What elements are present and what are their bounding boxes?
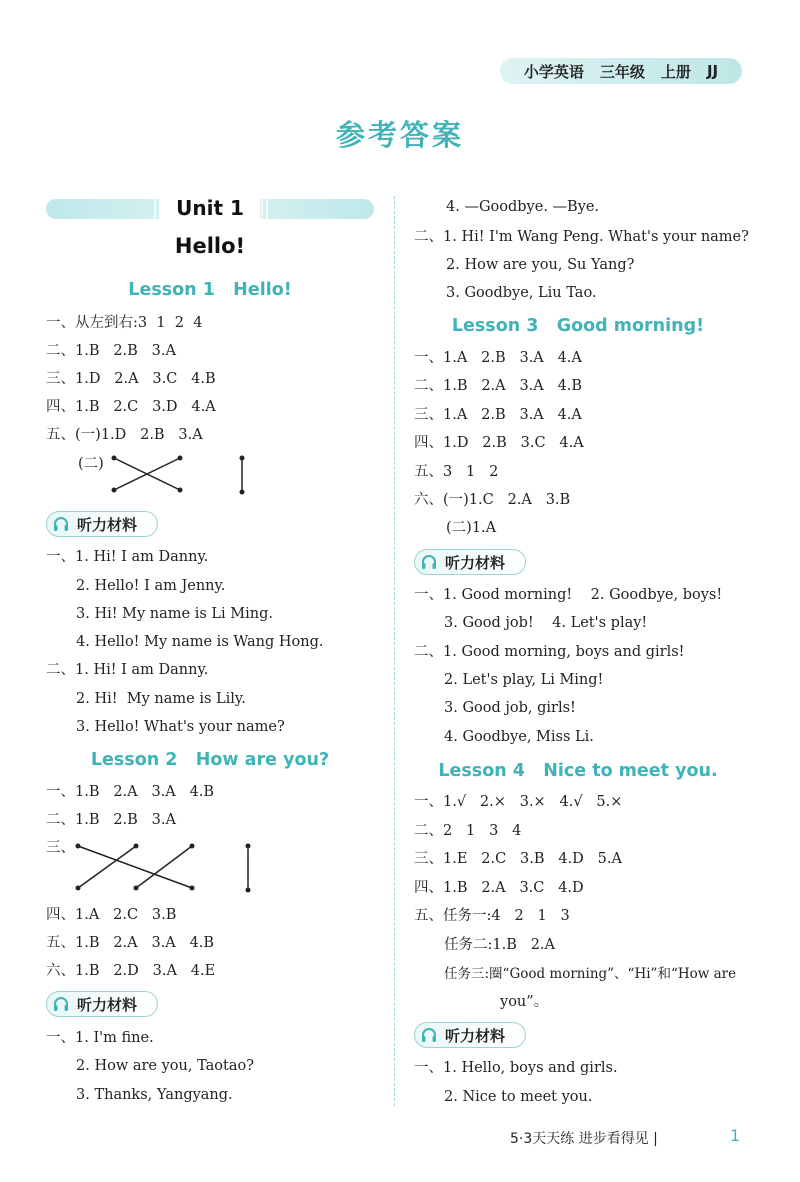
lesson4-q1: 一、1.√ 2.× 3.× 4.√ 5.× xyxy=(414,794,623,810)
lesson2-q6: 六、1.B 2.D 3.A 4.E xyxy=(46,963,216,979)
lesson3-listen-6: 4. Goodbye, Miss Li. xyxy=(444,729,594,745)
volume-label: 上册 xyxy=(660,62,691,81)
lesson4-listen-1: 一、1. Hello, boys and girls. xyxy=(414,1060,618,1076)
column-divider xyxy=(394,196,395,1106)
page-number: 1 xyxy=(730,1126,741,1145)
lesson2-q1: 一、1.B 2.A 3.A 4.B xyxy=(46,784,215,800)
lesson2-q4: 四、1.A 2.C 3.B xyxy=(46,907,177,923)
lesson1-matching-lines xyxy=(108,452,258,498)
lesson2-q3: 三、 xyxy=(46,840,75,856)
listening-label: 听力材料 xyxy=(445,553,506,572)
lesson3-q2: 二、1.B 2.A 3.A 4.B xyxy=(414,378,583,394)
lesson1-q5: 五、(一)1.D 2.B 3.A xyxy=(46,427,203,443)
listening-badge-2 xyxy=(46,991,158,1017)
lesson2-q5: 五、1.B 2.A 3.A 4.B xyxy=(46,935,215,951)
listening-badge-3 xyxy=(414,549,526,575)
headphones-icon xyxy=(419,1025,439,1045)
edition-label: JJ xyxy=(706,62,719,80)
lesson1-title: Lesson 1 Hello! xyxy=(128,280,292,300)
lesson1-q5b: (二) xyxy=(78,456,104,472)
lesson2-title: Lesson 2 How are you? xyxy=(90,750,330,770)
lesson1-listen-7: 3. Hello! What's your name? xyxy=(76,719,285,735)
lesson3-listen-3: 二、1. Good morning, boys and girls! xyxy=(414,644,685,660)
unit-subtitle: Hello! xyxy=(174,234,246,258)
lesson4-q2: 二、2 1 3 4 xyxy=(414,823,522,839)
lesson2-listen-3: 3. Thanks, Yangyang. xyxy=(76,1087,233,1103)
unit-title: Unit 1 xyxy=(160,196,260,222)
lesson2-q2: 二、1.B 2.B 3.A xyxy=(46,812,176,828)
lesson3-title: Lesson 3 Good morning! xyxy=(451,316,705,336)
lesson3-q5: 五、3 1 2 xyxy=(414,464,499,480)
lesson3-q1: 一、1.A 2.B 3.A 4.A xyxy=(414,350,582,366)
lesson1-q1: 一、从左到右:3 1 2 4 xyxy=(46,315,203,331)
listening-badge-1 xyxy=(46,511,158,537)
headphones-icon xyxy=(419,552,439,572)
lesson3-q6b: (二)1.A xyxy=(446,520,497,536)
lesson2-listen-2: 2. How are you, Taotao? xyxy=(76,1058,254,1074)
lesson3-listen-5: 3. Good job, girls! xyxy=(444,700,576,716)
listening-label: 听力材料 xyxy=(445,1026,506,1045)
headphones-icon xyxy=(51,514,71,534)
lesson1-listen-2: 2. Hello! I am Jenny. xyxy=(76,578,226,594)
book-info-tag xyxy=(500,58,742,84)
lesson1-listen-1: 一、1. Hi! I am Danny. xyxy=(46,549,209,565)
lesson3-q4: 四、1.D 2.B 3.C 4.A xyxy=(414,435,584,451)
lesson2-cont-4: 3. Goodbye, Liu Tao. xyxy=(446,285,597,301)
page-title: 参考答案 xyxy=(335,118,464,152)
lesson4-q3: 三、1.E 2.C 3.B 4.D 5.A xyxy=(414,851,622,867)
lesson4-q4: 四、1.B 2.A 3.C 4.D xyxy=(414,880,584,896)
lesson3-listen-4: 2. Let's play, Li Ming! xyxy=(444,672,604,688)
subject-label: 小学英语 xyxy=(523,62,584,81)
lesson2-cont-1: 4. —Goodbye. —Bye. xyxy=(446,199,600,215)
lesson1-q2: 二、1.B 2.B 3.A xyxy=(46,343,176,359)
lesson1-listen-3: 3. Hi! My name is Li Ming. xyxy=(76,606,274,622)
lesson3-q3: 三、1.A 2.B 3.A 4.A xyxy=(414,407,582,423)
lesson4-q5b: 任务二:1.B 2.A xyxy=(444,937,556,953)
lesson1-listen-5: 二、1. Hi! I am Danny. xyxy=(46,662,209,678)
footer-brand: 5·3天天练 进步看得见 | xyxy=(510,1131,658,1147)
lesson4-q5d: you”。 xyxy=(500,994,549,1010)
lesson4-title: Lesson 4 Nice to meet you. xyxy=(438,761,718,781)
lesson4-q5: 五、任务一:4 2 1 3 xyxy=(414,908,570,924)
lesson2-cont-2: 二、1. Hi! I'm Wang Peng. What's your name? xyxy=(414,229,749,245)
listening-badge-4 xyxy=(414,1022,526,1048)
headphones-icon xyxy=(51,994,71,1014)
lesson4-q5c: 任务三:圈“Good morning”、“Hi”和“How are xyxy=(444,966,737,982)
grade-label: 三年级 xyxy=(599,62,645,81)
lesson2-cont-3: 2. How are you, Su Yang? xyxy=(446,257,635,273)
lesson3-listen-1: 一、1. Good morning! 2. Goodbye, boys! xyxy=(414,587,723,603)
listening-label: 听力材料 xyxy=(77,515,138,534)
listening-label: 听力材料 xyxy=(77,995,138,1014)
lesson2-listen-1: 一、1. I'm fine. xyxy=(46,1030,154,1046)
lesson3-q6: 六、(一)1.C 2.A 3.B xyxy=(414,492,571,508)
lesson1-q4: 四、1.B 2.C 3.D 4.A xyxy=(46,399,216,415)
lesson3-listen-2: 3. Good job! 4. Let's play! xyxy=(444,615,648,631)
lesson1-listen-4: 4. Hello! My name is Wang Hong. xyxy=(76,634,324,650)
lesson1-q3: 三、1.D 2.A 3.C 4.B xyxy=(46,371,216,387)
lesson2-matching-lines xyxy=(72,840,262,896)
lesson4-listen-2: 2. Nice to meet you. xyxy=(444,1089,593,1105)
lesson1-listen-6: 2. Hi! My name is Lily. xyxy=(76,691,246,707)
